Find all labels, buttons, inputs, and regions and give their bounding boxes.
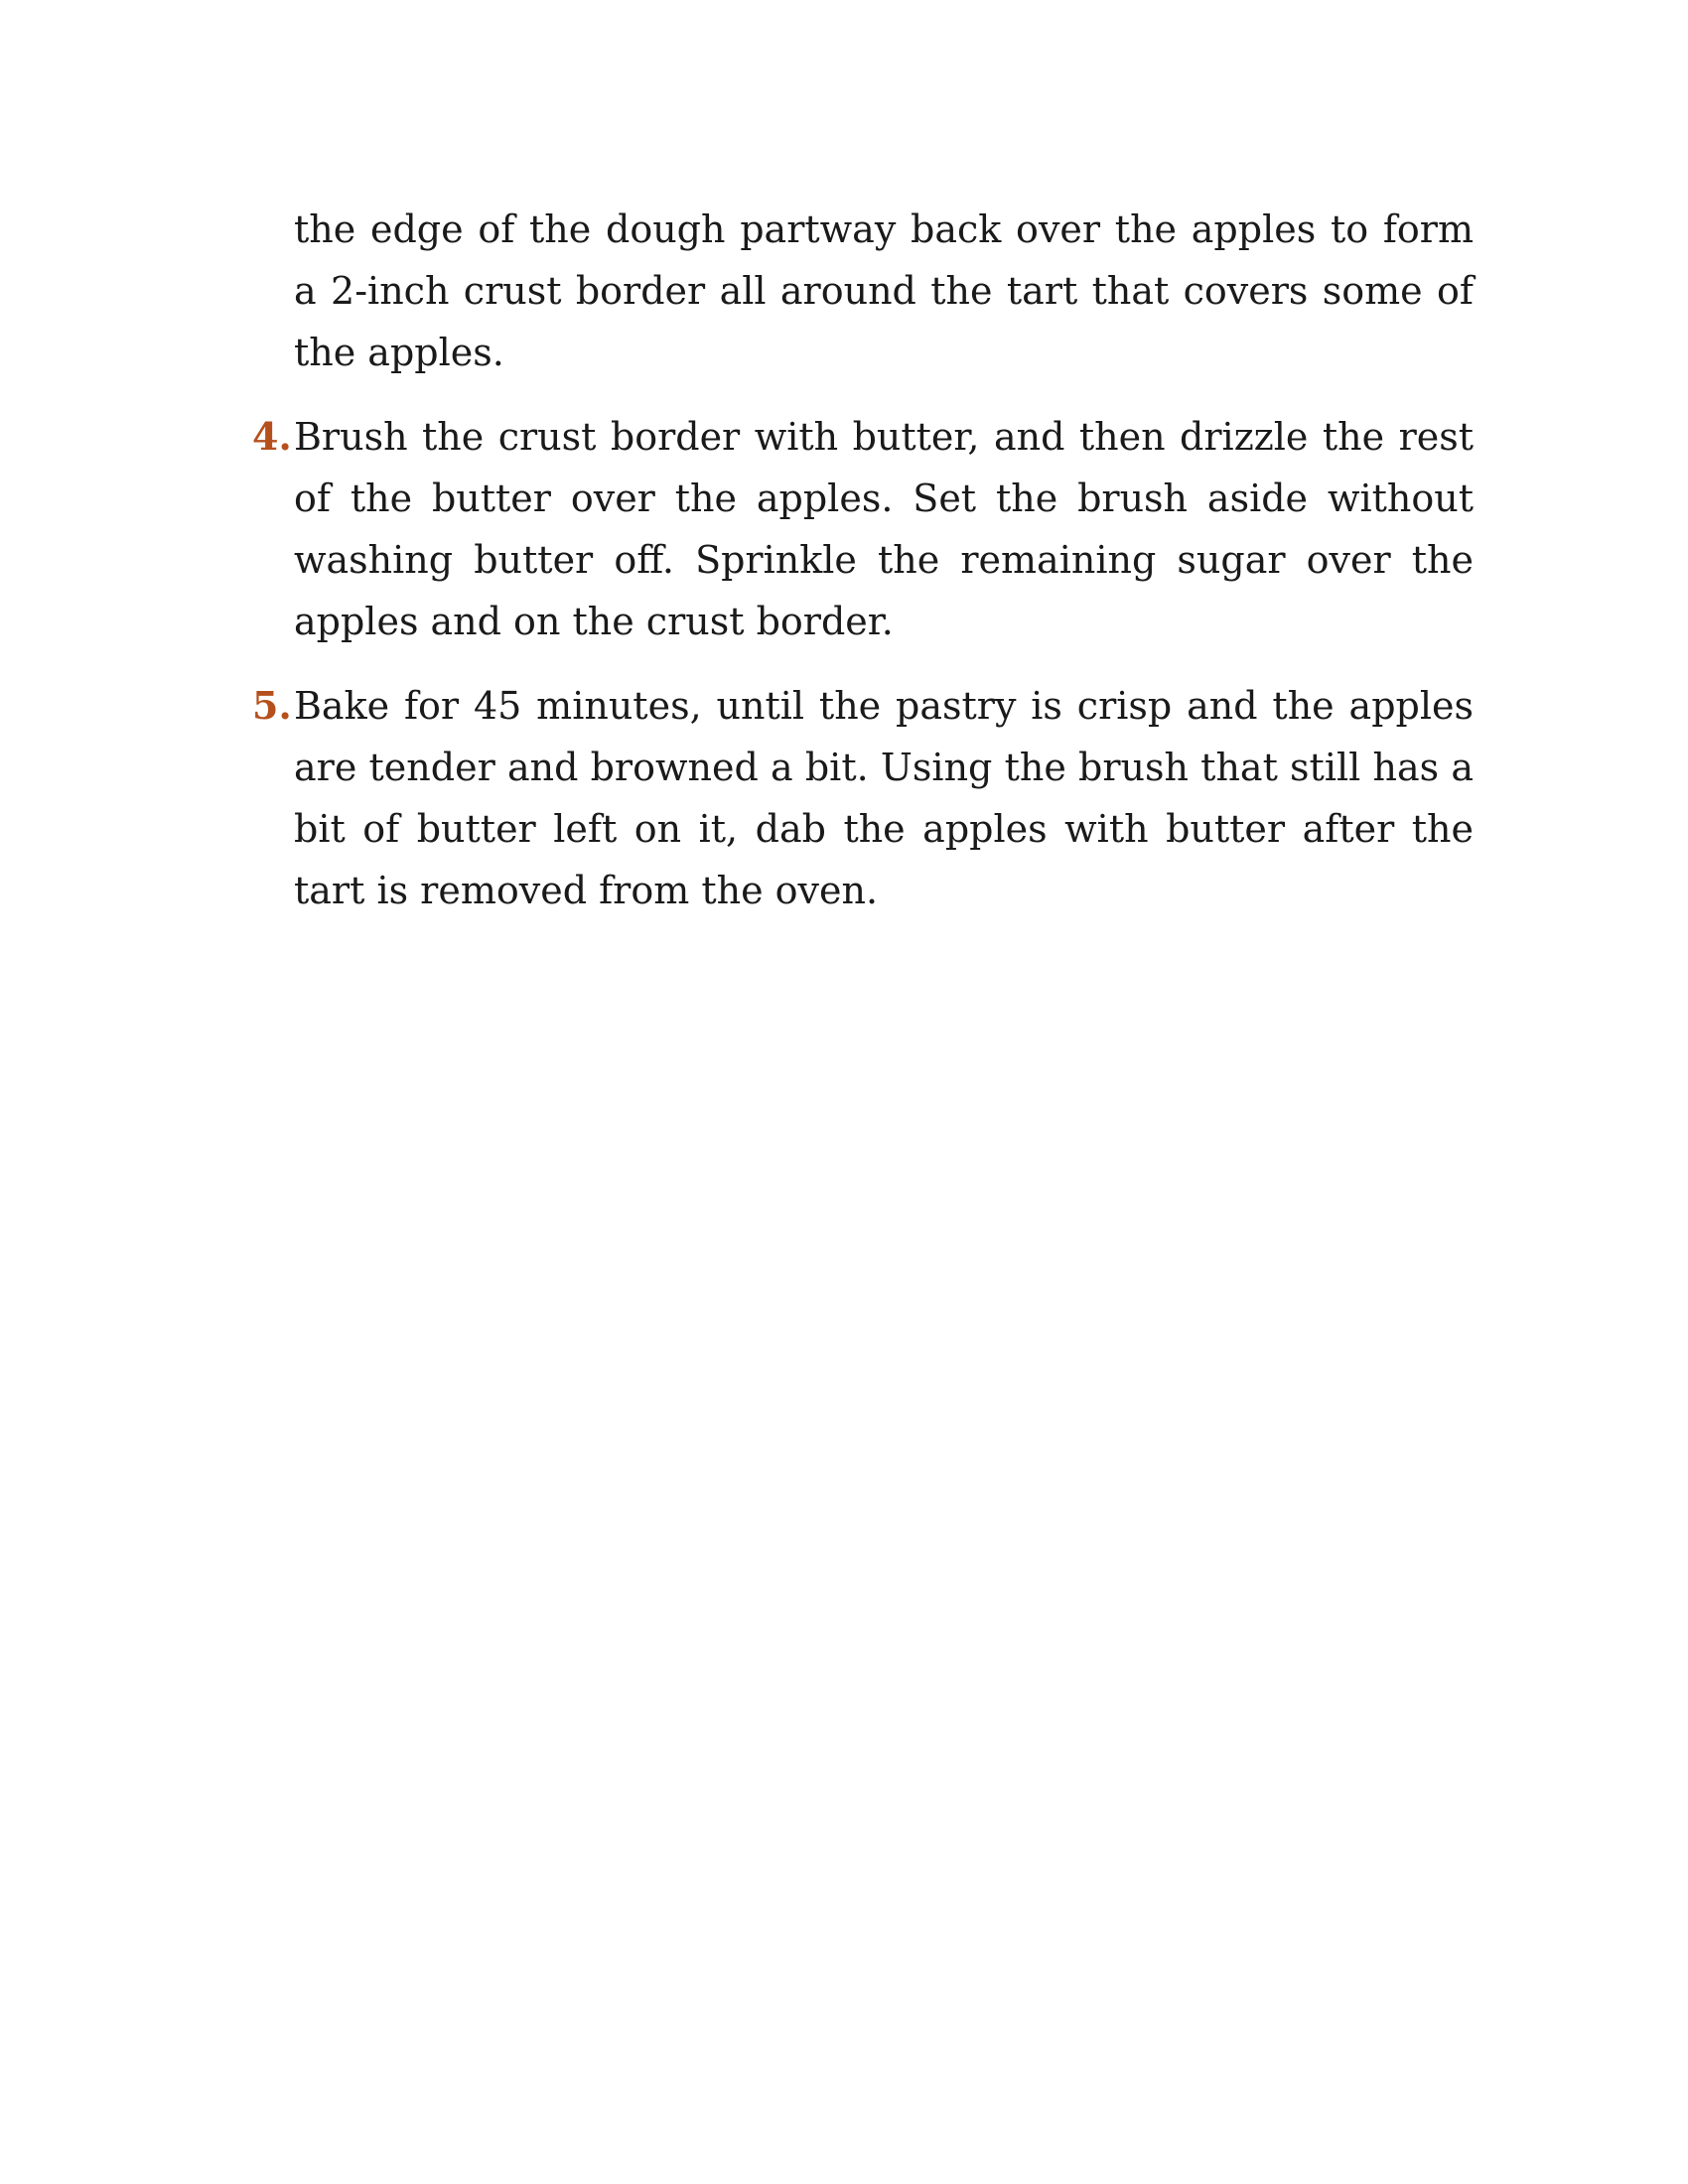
step-number: 4. (252, 414, 292, 459)
step-text: Bake for 45 minutes, until the pastry is crisp and the apples are tender and browned a bit. Using the brush that still has a bit of butter left on it, dab the apples with butter after the tart is removed from the oven. (294, 684, 1474, 912)
continued-step-text: the edge of the dough partway back over the apples to form a 2-inch crust border all around the tart that covers some of the apples. (294, 207, 1474, 374)
step-number: 5. (252, 683, 292, 728)
step-text: Brush the crust border with butter, and then drizzle the rest of the butter over the apples. Set the brush aside without washing butter off. Sprinkle the remaining sugar over the apples and on the crust border. (294, 415, 1474, 643)
